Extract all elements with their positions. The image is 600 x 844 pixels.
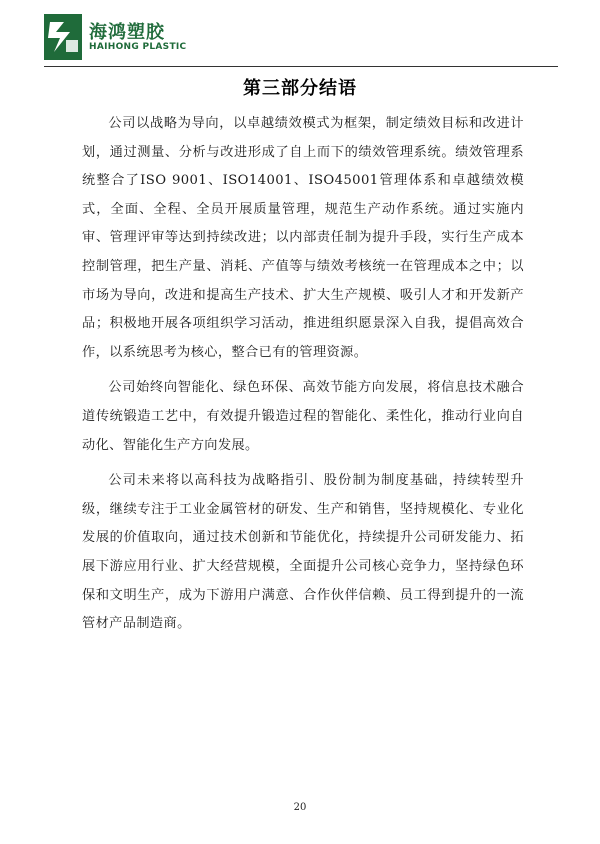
- page-title: 第三部分结语: [243, 78, 357, 99]
- paragraph: 公司未来将以高科技为战略指引、股份制为制度基础，持续转型升级，继续专注于工业金属管材的研发、生产和销售，坚持规模化、专业化发展的价值取向，通过技术创新和节能优化，持续提升公司研发能力、拓展下游应用行业、扩大经营规模，全面提升公司核心竞争力，坚持绿色环保和文明生产，成为下游用户满意、合作伙伴信赖、员工得到提升的一流管材产品制造商。: [82, 473, 524, 632]
- header-divider: [44, 66, 558, 67]
- logo-chinese-name: 海鸿塑胶: [89, 22, 165, 43]
- paragraph: 公司以战略为导向，以卓越绩效模式为框架，制定绩效目标和改进计划，通过测量、分析与改进形成了自上而下的绩效管理系统。绩效管理系统整合了ISO 9001、ISO14001、ISO45001管理体系和卓越绩效模式，全面、全程、全员开展质量管理，规范生产动作系统。通过实施内审、管理评审等达到持续改进；以内部责任制为提升手段，实行生产成本控制管理，把生产量、消耗、产值等与绩效考核统一在管理成本之中；以市场为导向，改进和提高生产技术、扩大生产规模、吸引人才和开发新产品；积极地开展各项组织学习活动，推进组织愿景深入自我，提倡高效合作，以系统思考为核心，整合已有的管理资源。: [82, 116, 524, 360]
- logo-mark-icon: [44, 14, 82, 60]
- company-logo: [44, 14, 219, 64]
- page-number: 20: [293, 802, 307, 813]
- paragraph: 公司始终向智能化、绿色环保、高效节能方向发展，将信息技术融合道传统锻造工艺中，有效提升锻造过程的智能化、柔性化，推动行业向自动化、智能化生产方向发展。: [82, 380, 524, 453]
- logo-english-name: HAIHONG PLASTIC: [89, 42, 187, 52]
- document-body: [82, 110, 524, 639]
